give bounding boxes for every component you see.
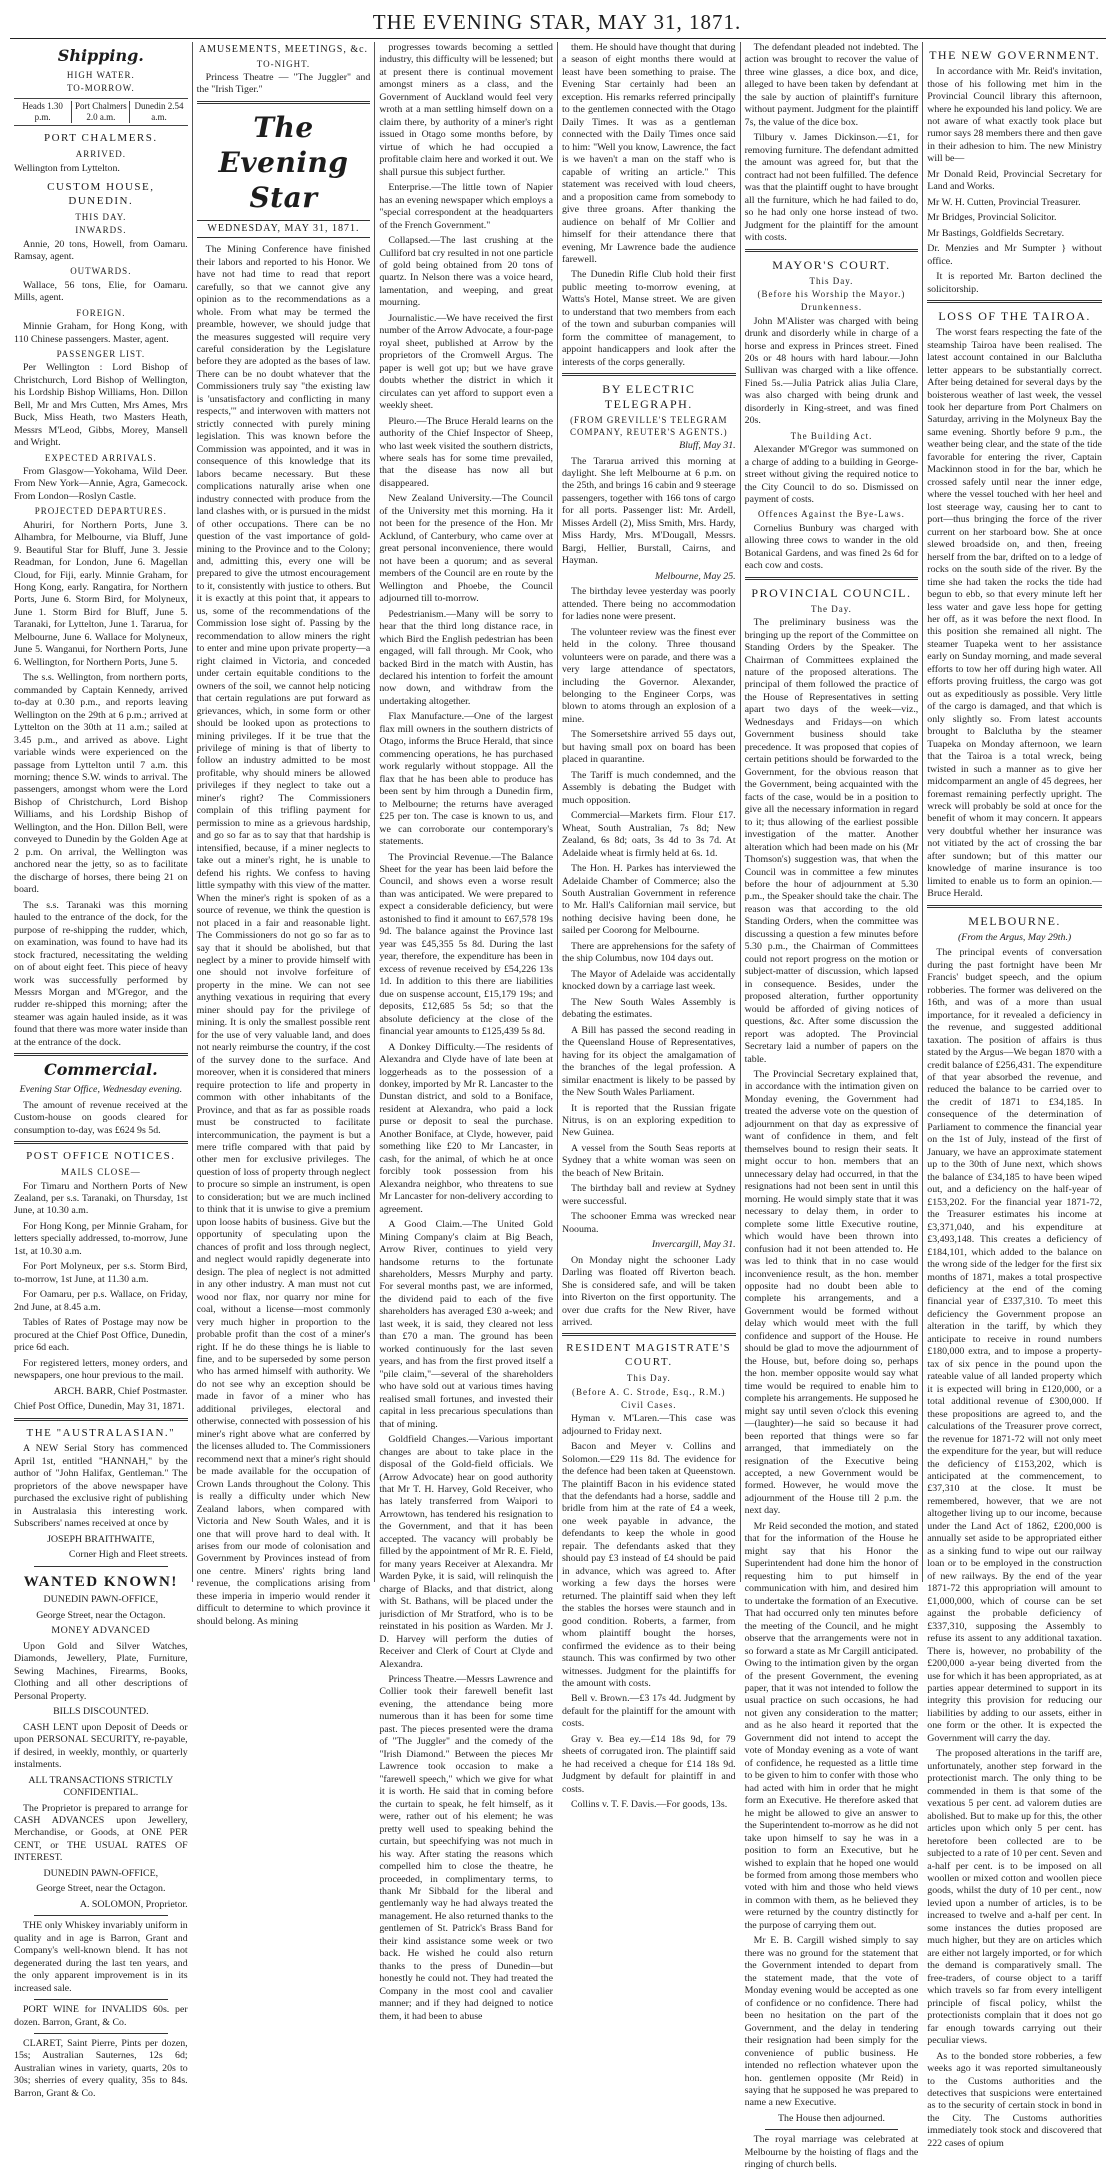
paper-title: The Evening Star — [218, 110, 349, 215]
commercial-heading: Commercial. — [43, 1060, 158, 1080]
post-notice-1: For Timaru and Northern Ports of New Zealand, per s.s. Taranaki, on Thursday, 1st June, at 10.30 a.m. — [14, 1180, 188, 1217]
post-notice-5: Tables of Rates of Postage may now be procured at the Chief Post Office, Dunedin, price 6d each. — [14, 1317, 188, 1354]
rm-before: (Before A. C. Strode, Esq., R.M.) — [572, 1386, 726, 1397]
tide-table — [14, 98, 188, 127]
transactions-text: ALL TRANSACTIONS STRICTLY CONFIDENTIAL. — [28, 1774, 174, 1799]
tide-dunedin: Dunedin 2.54 a.m. — [129, 101, 187, 124]
solomon-signature: A. SOLOMON, Proprietor. — [79, 1898, 188, 1910]
dateline-bluff: Bluff, May 31. — [679, 440, 736, 452]
minister-5: Dr. Menzies and Mr Sumpter } without office. — [927, 243, 1102, 267]
telegram-12: It is reported that the Russian frigate Nitrus, is on an exploring expedition to New Guinea. — [561, 1102, 736, 1139]
foreign-label: FOREIGN. — [76, 307, 126, 318]
ad-rule — [34, 1999, 168, 2000]
wellington-paragraph: The s.s. Wellington, from northern ports, commanded by Captain Kennedy, arrived to-day at 0.30 p.m., and reports leaving Wellington on the 29th at 6 p.m.; arrived at Lyttelton on the 30th at 11 a.m.; sailed at 3.45 p.m., and arrived as above. Light variable winds were experienced on the passage from Lyttelton until 7 a.m. this morning; thence S.W. winds to arrival. The passengers, amongst whom were the Lord Bishop of Christchurch, Lord Bishop Williams, and his Lordship Bishop of Wellington, and the Hon. Dillon Bell, were conveyed to Dunedin by the Golden Age at 2 p.m. On arrival, the Wellington was anchored near the jetty, so as to facilitate the discharge of horses, there being 21 on board. — [14, 672, 188, 896]
column-3 — [375, 42, 558, 2022]
bylaws-label: Offences Against the Bye-Laws. — [758, 509, 905, 520]
telegram-9: The Mayor of Adelaide was accidentally knocked down by a carriage last week. — [561, 968, 736, 993]
braithwaite-name: JOSEPH BRAITHWAITE, — [47, 1533, 155, 1545]
office-line: Evening Star Office, Wednesday evening. — [19, 1084, 183, 1096]
section-rule — [14, 1418, 188, 1421]
case-continued: The defendant pleaded not indebted. The action was brought to recover the value of three wine glasses, a dice box, and dice, alleged to have been taken by defendant at the sale by auction of plaintiff's furniture without payment. Judgment for the plaintiff 7s, the value of the dice box. — [744, 42, 919, 128]
issue-date: WEDNESDAY, MAY 31, 1871. — [197, 220, 371, 239]
item-goldfield: Goldfield Changes.—Various important changes are about to take place in the disposal of the Gold-field officials. We (Arrow Advocate) hear on good authority that Mr T. H. Harvey, Gold Receiver, who has lately transferred from Waipori to Arrowtown, has tendered his resignation to the Government, and that it has been accepted. The vacancy will probably be filled by the appointment of Mr R. E. Field, for many years Receiver at Alexandra. Mr Warden Pyke, it is said, will relinquish the charge of Blacks, and that district, along with St. Bathans, will be placed under the jurisdiction of Mr Stratford, who is to be reinstated in his position as Warden. Mr J. D. Harvey will perform the duties of Receiver and Clerk of Court at Clyde and Alexandra. — [379, 1434, 553, 1670]
arrived-text: Wellington from Lyttelton. — [14, 162, 120, 174]
council-para-3: Mr Reid seconded the motion, and stated that for the information of the House he might say that his Honor the Superintendent had done him the honor of requesting him to put himself in communication with him, and desired him to undertake the formation of an Executive. That had occurred only ten minutes before the meeting of the Council, and he might observe that the arrangements were not in so forward a state as Mr Cargill anticipated. Owing to the intimation given by the organ of the present Government, the evening paper, that it was not intended to follow the usual practice on such occasions, he had not given any consideration to the matter; and as he also heard it reported that the Government did not intend to accept the vote of Monday evening as a vote of want of confidence, he requested as a little time to be given to him to confer with those who had acted with him in order that he might form an Executive. He therefore asked that he might be allowed to give an answer to the Superintendent to-morrow as he did not take upon himself to say he was in a position to form an Executive, but he wished to explain that he hoped one would be formed from among those members who voted with him and those who held views in common with them, as he believed they were returned by the country distinctly for the purpose of carrying them out. — [744, 1520, 919, 1931]
item-pleuro: Pleuro.—The Bruce Herald learns on the authority of the Chief Inspector of Sheep, who last week visited the southern districts, where seals has for some time prevailed, that the disease has now all but disappeared. — [379, 415, 553, 489]
post-notice-4: For Oamaru, per p.s. Wallace, on Friday, 2nd June, at 8.45 a.m. — [14, 1289, 188, 1313]
telegram-13: A vessel from the South Seas reports at Sydney that a white woman was seen on the beach of New Britain. — [561, 1142, 736, 1179]
taranaki-paragraph: The s.s. Taranaki was this morning hauled to the entrance of the dock, for the purpose of re-shipping the rudder, which, on examination, was found to have had its stock fractured, necessitating the welding on of about eight feet. This piece of heavy work was successfully performed by Messrs Morgan and M'Gregor, and the rudder re-shipped this morning; after the steamer was again hauled inside, as it was found that there was more water inside than at the entrance of the dock. — [14, 899, 188, 1048]
passenger-list-label: PASSENGER LIST. — [56, 348, 146, 359]
telegram-11: A Bill has passed the second reading in the Queensland House of Representatives, having for its object the amalgamation of the branches of the legal profession. A similar enactment is likely to be passed by the New South Wales Parliament. — [561, 1024, 736, 1099]
port-chalmers-heading: PORT CHALMERS. — [43, 132, 158, 145]
section-rule — [927, 905, 1102, 908]
leader-continued: progresses towards becoming a settled industry, this difficulty will be lessened; but at present there is continual movement amongst miners as a class, and the Government of Auckland would feel very wroth at a man settling himself down on a claim there, by authority of a miner's right issued in Otago some months before, by virtue of which he had occupied a profitable claim here and worked it out. We shall pursue this subject further. — [379, 42, 553, 178]
tomorrow-label: TO-MORROW. — [66, 83, 135, 94]
tairoa-text: The worst fears respecting the fate of the steamship Tairoa have been realised. The latest account contained in our Balclutha letter appears to be substantially correct. After being detained for several days by the boisterous weather of last week, the vessel took her departure from Port Chalmers on Saturday, arriving in the Molyneux Bay the same evening. Shortly before 9 p.m., the weather being clear, and the state of the tide favorable for entering the river, Captain Mackinnon stood in for the bar, which he crossed safely until near the inner edge, where the vessel touched with her heel and lost steerage way, causing her to cant to port—thus bringing the force of the river current on her starboard bow. She at once slewed broadside on, and then, freeing herself from the bar, drifted on to a ledge of rocks on the south side of the river. By the time she had taken the rocks the tide had begun to ebb, so that every minute left her less water and gave less hope for getting her off, as it was before the next flood. In this position she remained all night. The steamer Tuapeka went to her assistance early on Sunday morning, and made several efforts to tow her off during high water. All efforts proving fruitless, the cargo was got out as expeditiously as possible. Very little of the cargo is damaged, and that which is only slightly so. From latest accounts brought to Balclutha by the steamer Tuapeka on Monday afternoon, we learn that the Tairoa is a total wreck, being twisted in such a manner as to give her midcomparment an angle of 45 degrees, her foremast remaining perfectly upright. The wreck will probably be sold at once for the benefit of whom it may concern. It appears very doubtful whether her insurance was not vitiated by the act of crossing the bar after sundown; but of this matter our knowledge of marine insurance is too limited to enable us to form an opinion.—Bruce Herald. — [927, 327, 1102, 900]
dateline-melbourne: Melbourne, May 25. — [655, 570, 736, 582]
masthead: THE EVENING STAR, MAY 31, 1871. — [372, 10, 742, 34]
council-para-2: The Provincial Secretary explained that, in accordance with the intimation given on Monday evening, the Government had treated the adverse vote on the question of adjournment on that day as expressive of want of confidence in them, and felt themselves bound to resign their seats. It might occur to hon. members that an unnecessary delay had occurred, in that the resignations had not been sent in until this morning. He would simply state that it was necessary to delay them, in order to complete some little Executive routine, which would have been thrown into confusion had it not been attended to. He was led to think that in no case would inconvenience result, as the hon. member opposite had no doubt been able to complete his arrangements, and a Government would be formed without delay which would meet with the full confidence and support of the House. He should be glad to move the adjournment of the House, but, before doing so, perhaps the hon. member opposite would say what time would be required to enable him to complete his arrangements. He supposed he might say until seven o'clock this evening—(laughter)—he said so because it had been reported that things were so far arranged, that immediately on the resignation of the Executive being accepted, a new Government would be formed. However, he would move the adjournment of the House till 2 p.m. the next day. — [744, 1069, 919, 1517]
building-act-label: The Building Act. — [790, 430, 873, 441]
customs-text: The amount of revenue received at the Custom-house on goods cleared for consumption to-day, was £624 9s 5d. — [14, 1099, 188, 1136]
item-collapsed: Collapsed.—The last crushing at the Culliford bat cry resulted in not one particle of gold being obtained from 20 tons of quartz. In Nelson there was a voice heard, lamentation, and weeping, and great mourning. — [379, 235, 553, 309]
inwards-label: INWARDS. — [75, 225, 127, 236]
mayors-court-heading: MAYOR'S COURT. — [772, 257, 891, 272]
case-tilbury: Tilbury v. James Dickinson.—£1, for removing furniture. The defendant admitted the amount was agreed for, but that the contract had not been fulfilled. The defence was that the plaintiff ought to have brought all the furniture, which he had failed to do, so he had only one horse instead of two. Judgment for the plaintiff for the amount with costs. — [744, 132, 919, 244]
mayor-case-1: John M'Alister was charged with being drunk and disorderly while in charge of a horse and express in Princes street. Fined 20s or 48 hours with hard labour.—John Sullivan was charged with a like offence. Fined 5s.—Julia Patrick alias Julia Clare, was also charged with being drunk and disorderly in King-street, and was fined 20s. — [744, 315, 919, 427]
whiskey-ad: THE only Whiskey invariably uniform in quality and in age is Barron, Grant and Company's well-known blend. It has not degenerated during the last ten years, and the only apparent improvement is in its increased sale. — [14, 1920, 188, 1994]
custom-house-heading: CUSTOM HOUSE, DUNEDIN. — [47, 181, 155, 207]
telegram-15: The schooner Emma was wrecked near Noouma. — [561, 1211, 736, 1235]
item-rule — [765, 2129, 899, 2130]
tide-port-chalmers: Port Chalmers 2.0 a.m. — [71, 101, 129, 124]
minister-2: Mr W. H. Cutten, Provincial Treasurer. — [927, 196, 1081, 208]
telegram-7: The Hon. H. Parkes has interviewed the Adelaide Chamber of Commerce; also the South Australian Government in reference to Mr. Hall's Californian mail service, but nothing decisive having been done, he sailed per Coorong for Melbourne. — [561, 863, 736, 937]
tairoa-heading: LOSS OF THE TAIROA. — [938, 309, 1091, 324]
case-4: Gray v. Bea ey.—£14 18s 9d, for 79 sheets of corrugated iron. The plaintiff said he had received a cheque for £14 18s 9d. Judgment by default for plaintiff in and costs. — [561, 1733, 736, 1795]
pawn-office-address: George Street, near the Octagon. — [36, 1609, 166, 1621]
mayor-day: This Day. — [809, 275, 854, 286]
theatre-continued: them. He should have thought that during a season of eight months there would at least have been something to praise. The Evening Star certainly had been an exception. His remarks referred principally to the gentlemen connected with the Otago Daily Times. It was as a gentleman connected with the Daily Times once said to him: "Well you know, Lawrence, the fact is we haven't a man on the staff who is capable of writing an article." This statement was received with loud cheers, and a proposition came from somebody to give three groans. After thanking the audience on behalf of Mr Collier and himself for their attendance there that evening, Mr Lawrence bade the audience farewell. — [561, 42, 736, 265]
item-journalistic: Journalistic.—We have received the first number of the Arrow Advocate, a four-page royal sheet, published at Arrow by the proprietors of the Cromwell Argus. The paper is well got up; but we have grave doubts whether the district in which it circulates can yet afford to support even a weekly sheet. — [379, 312, 553, 412]
column-1 — [10, 42, 193, 2099]
princess-notice: Princess Theatre — "The Juggler" and the "Irish Tiger." — [196, 71, 371, 96]
telegram-10: The New South Wales Assembly is debating the estimates. — [561, 996, 736, 1021]
item-enterprise: Enterprise.—The little town of Napier has an evening newspaper which employs a "special correspondent at the headquarters of the French Government." — [379, 182, 553, 231]
outwards-label: OUTWARDS. — [70, 266, 132, 277]
post-signature: ARCH. BARR, Chief Postmaster. — [53, 1385, 188, 1397]
arrived-label: ARRIVED. — [75, 149, 126, 160]
port-wine-ad: PORT WINE for INVALIDS 60s. per dozen. Barron, Grant, & Co. — [14, 2004, 188, 2028]
section-rule — [562, 373, 736, 376]
foreign-text: Minnie Graham, for Hong Kong, with 110 Chinese passengers. Master, agent. — [14, 321, 188, 345]
case-2: Bacon and Meyer v. Collins and Solomon.—£29 11s 8d. The evidence for the defence had been taken at Queenstown. The plaintiff Bacon in his evidence stated that the defendants had a horse, saddle and bridle from him at the rate of £4 a week, one week payable in advance, the defendants to keep the whole in good repair. The defendants asked that they should pay £3 instead of £4 should be paid in advance, which was agreed to. After working a few days the horses were returned. The plaintiff said when they left the stables the horses were staunch and in good condition. Roberts, a farmer, from whom plaintiff bought the horses, confirmed the evidence as to their being staunch. This was confirmed by two other witnesses. Judgment for the plaintiffs for the amount with costs. — [561, 1441, 736, 1690]
post-place: Chief Post Office, Dunedin, May 31, 1871. — [14, 1401, 185, 1413]
telegram-6: Commercial—Markets firm. Flour £17. Wheat, South Australian, 7s 8d; New Zealand, 6s 8d; oats, 3s 4d to 3s 7d. At Adelaide wheat is firmly held at 6s. 1d. — [561, 810, 736, 859]
wanted-known-heading: WANTED KNOWN! — [23, 1573, 178, 1590]
column-5 — [741, 42, 924, 2171]
mayor-case-2: Alexander M'Gregor was summoned on a charge of adding to a building in George-street without giving the required notice to the City Council to do so. Dismissed on payment of costs. — [744, 444, 919, 506]
money-advanced: MONEY ADVANCED — [51, 1625, 151, 1637]
column-6 — [923, 42, 1106, 2149]
section-rule — [562, 1333, 736, 1336]
item-revenue: The Provincial Revenue.—The Balance Sheet for the year has been laid before the Council, and shows even a worse result than was anticipated. We were prepared to expect a considerable deficiency, but were astonished to find it amount to £67,578 19s 9d. The balance against the Province last year was £45,355 5s 8d. During the last year, therefore, the expenditure has been in excess of revenue received by £54,226 13s 1d. In addition to this there are liabilities due on suspense account, £15,179 19s; and deposits, £12,685 5s 5d; so that the absolute deficiency at the close of the financial year amounts to £125,439 5s 8d. — [379, 851, 553, 1038]
telegram-3: The volunteer review was the finest ever held in the colony. Three thousand volunteers were on parade, and there was a very large attendance of spectators, including the Governor. Alexander, belonging to the Engineer Corps, was blown to atoms through an explosion of a mine. — [561, 626, 736, 725]
item-flax: Flax Manufacture.—One of the largest flax mill owners in the southern districts of Otago, informs the Bruce Herald, that since commencing operations, he has purchased work regularly without stoppage. All the flax that he has been able to produce has been sent by him through a Dunedin firm, to Melbourne; the returns have averaged £25 per ton. The case is known to us, and we can corroborate our contemporary's statements. — [379, 711, 553, 848]
proprietor-text: The Proprietor is prepared to arrange for CASH ADVANCES upon Jewellery, Merchandise, or Goods, at ONE PER CENT, or THE USUAL RATES OF INTEREST. — [14, 1802, 188, 1864]
ad-rule — [34, 2033, 168, 2034]
bills-discounted: BILLS DISCOUNTED. — [53, 1706, 149, 1718]
section-rule — [927, 300, 1102, 303]
telegram-5: The Tariff is much condemned, and the Assembly is debating the Budget with much opposition. — [561, 769, 736, 806]
mayor-case-3: Cornelius Bunbury was charged with allowing three cows to wander in the old Botanical Gardens, and was fined 2s 6d for each cow and costs. — [744, 522, 919, 572]
council-para-6: The royal marriage was celebrated at Melbourne by the hoisting of flags and the ringing of church bells. — [744, 2134, 919, 2171]
cash-lent: CASH LENT upon Deposit of Deeds or upon PERSONAL SECURITY, re-payable, if desired, in weekly, monthly, or quarterly instalments. — [14, 1721, 188, 1771]
section-rule — [14, 1141, 188, 1144]
minister-3: Mr Bridges, Provincial Solicitor. — [927, 212, 1057, 224]
melbourne-para-1: The principal events of conversation during the past fortnight have been Mr Francis' budget speech, and the opium robberies. The former was delivered on the 16th, and was of a more than usual importance, for it revealed a deficiency in the revenue, and suggested additional taxation. The position of affairs is thus stated by the Argus—We began 1870 with a credit balance of £256,431. The expenditure of that year absorbed the revenue, and reduced the balance to be carried over to the credit of 1871 to £34,185. In consequence of the determination of Parliament to commence the financial year on the 1st of July, instead of the first of January, we have an approximate statement up to the 30th of June next, which shows the balance of £34,185 to have been wiped out, and a deficiency on the half-year of £153,202. For the financial year 1871-72, the Treasurer estimates his income at £3,371,040, and his expenditure at £3,493,148. This creates a deficiency of £184,101, which added to the balance on the wrong side of the ledger for the first six months of 1871, makes a total prospective deficiency at the end of the coming financial year of £337,310. To meet this deficiency the Government propose an alteration in the tariff, by which they anticipate to receive in round numbers £180,000 extra, and to impose a property-tax of six pence in the pound upon the rateable value of all landed property which it is expected will bring in £120,000, or a total additional revenue of £300,000. If these propositions are agreed to, and the calculations of the Treasurer prove correct, the revenue for 1871-72 will not only meet the expenditure for the year, but will reduce the deficiency of £153,202, which is anticipated at the commencement, to £37,310 at the close. It must be remembered, however, that we are not altogether living up to our income, because under the Land Act of 1862, £200,000 is annually set aside to be appropriated either as a sinking fund to wipe out our railway loan or to be employed in the construction of new railways. By the end of the year 1871-72 this appropriation will amount to £1,000,000, which of course can be set against the probable deficiency of £337,310, supposing the Assembly to refuse its assent to any additional taxation. There is, however, no probability of the £200,000 a-year being diverted from the use for which it has been appropriated, as at parties appear determined to support in its integrity this provision for reducing our liabilities by adding to our assets, either in one form or the other. It is expected the Government will carry the day. — [927, 947, 1102, 1744]
post-office-heading: POST OFFICE NOTICES. — [26, 1150, 176, 1163]
telegram-2: The birthday levee yesterday was poorly attended. There being no accommodation for ladies none were present. — [561, 586, 736, 623]
pawn-office-name: DUNEDIN PAWN-OFFICE, — [43, 1594, 159, 1606]
case-5: Collins v. T. F. Davis.—For goods, 13s. — [570, 1799, 728, 1811]
council-para-5: The House then adjourned. — [777, 2112, 885, 2124]
item-pedestrianism: Pedestrianism.—Many will be sorry to hear that the third long distance race, in which Bird the English pedestrian has been engaged, will fall through. Mr Cook, who backed Bird in the match with Austin, has declared his intention to forfeit the amount now down, and withdraw from the undertaking altogether. — [379, 608, 553, 707]
section-rule — [745, 249, 919, 252]
australasian-heading: THE "AUSTRALASIAN." — [26, 1426, 176, 1439]
item-theatre: Princess Theatre.—Messrs Lawrence and Collier took their farewell benefit last evening, the attendance being more numerous than it has been for some time past. The pieces presented were the drama of "The Juggler" and the comedy of the "Irish Diamond." Between the pieces Mr Lawrence took occasion to make a "farewell speech," which we give for what it is worth. He said that in coming before the curtain to speak, he felt himself, as it were, rather out of his element; he was pretty well used to speaking behind the curtain, but speechifying was not much in his way. After stating the reasons which compelled him to close the theatre, he proceeded, in complimentary terms, to thank Mr Sibbald for the liberal and gentlemanly way he had always treated the management. He also returned thanks to the gentlemen of St. Patrick's Brass Band for their kind assistance some week or two back. He wished he could also return thanks to the press of Dunedin—but honestly he could not. They had treated the Company in the most cool and cavalier manner; and if they had deigned to notice them, it had been to abuse — [379, 1674, 553, 2022]
column-2 — [193, 42, 376, 1627]
telegram-14: The birthday ball and review at Sydney were successful. — [561, 1183, 736, 1207]
section-rule — [14, 1053, 188, 1056]
new-government-text: In accordance with Mr. Reid's invitation, those of his following met him in the Provincial Council library this afternoon, where he expounded his land policy. We are not aware of what exactly took place but rumor says 28 members there and then gave in their adhesion to him. The new Ministry will be— — [927, 66, 1102, 165]
amusements-heading: AMUSEMENTS, MEETINGS, &c. — [198, 44, 369, 55]
melbourne-heading: MELBOURNE. — [968, 913, 1061, 928]
melbourne-para-3: As to the bonded store robberies, a few weeks ago it was reported simultaneously to the Customs authorities and the detectives that suspicions were entertained as to the security of certain stock in bond in the City. The Customs authorities immediately took stock and discovered that 222 cases of opium — [927, 2050, 1102, 2149]
paper-title-block — [197, 110, 371, 216]
minister-1: Mr Donald Reid, Provincial Secretary for Land and Works. — [927, 168, 1102, 193]
post-notice-2: For Hong Kong, per Minnie Graham, for letters specially addressed, to-morrow, June 1st, at 10.30 a.m. — [14, 1220, 188, 1257]
ad-rule — [34, 1566, 168, 1567]
melbourne-para-2: The proposed alterations in the tariff are, unfortunately, another step forward in the protectionist march. The only thing to be commended in them is that some of the vexatious 5 per cent. ad valorem duties are abolished. But to make up for this, the other articles upon which only 5 per cent. has heretofore been collected are to be subjected to a rate of 10 per cent. Seven and a-half per cent. is to be imposed on all woollen or mixed cotton and woollen piece goods, whilst the duty of 10 per cent., now levied upon a number of articles, is to be increased to twelve and a-half per cent. In some instances the duties proposed are much higher, but they are on articles which are either not largely imported, or for which the demand is comparatively small. The free-traders, of course object to a tariff which travels so far from every intelligent principle of fiscal policy, whilst the protectionists complain that it does not go far enough towards carrying out their peculiar views. — [927, 1748, 1102, 2047]
pawn-office-name-2: DUNEDIN PAWN-OFFICE, — [43, 1867, 159, 1879]
braithwaite-address: Corner High and Fleet streets. — [68, 1549, 188, 1561]
outwards-text: Wallace, 56 tons, Elie, for Oamaru. Mills, agent. — [14, 279, 188, 304]
expected-text: From Glasgow—Yokohama, Wild Deer. From New York—Annie, Agra, Gamecock. From London—Roslyn Castle. — [14, 465, 188, 502]
telegram-1: The Tararua arrived this morning at daylight. She left Melbourne at 6 p.m. on the 25th, and brings 16 cabin and 9 steerage passengers, together with 166 tons of cargo for all ports. Passenger list: Mr. Ardell, Misses Ardell (2), Miss Smith, Mrs. Hardy, Miss Hardy, Mrs. M'Dougall, Messrs. Bargi, Hellier, Burstall, Cairns, and Hayman. — [561, 455, 736, 567]
leader-article: The Mining Conference have finished their labors and reported to his Honor. We have not had time to read that report carefully, so that we cannot give any opinion as to the recommendations as a whole. From what may be termed the preamble, however, we should judge that the measures suggested will require very careful consideration by the Legislature before they are adopted as the bases of law. There can be no doubt whatever that the Commissioners truly say "the existing law is 'unsatisfactory and conflicting in many respects,'" and interwoven with matters not strictly connected with purely mining legislation. This was known before the Commission was appointed, and it was in consequence of this knowledge that its labors became necessary. But these complications naturally arise when one industry connected with produce from the land clashes with, or is pursued in the midst of other occupations. There can be no question of the vast importance of gold-mining to the Province and to the Colony; and, admitting this, every one will be prepared to give the utmost encouragement to it, consistently with justice to others. But it is exactly at this point that, it appears to us, some of the recommendations of the Commission lose sight of. Passing by the recommendation to allow miners the right to enter and mine upon private property—a right claimed in Victoria, and conceded under certain equitable conditions to the owners of the soil, we cannot help noticing that certain regulations are put forward as grievances, which, in some form or other should be looked upon as protections to mining privileges. If it be true that the privilege of mining is that of liberty to follow an industry admitted to be most profitable, why should miners be allowed privileges if they neglect to take out a miner's right? The Commissioners complain of this trifling payment for permission to mine as a grievous hardship, and go so far as to say that that hardship is intensified, because, if a miner neglects to take out a miner's right, he is unable to defend his rights. We confess to having little sympathy with this view of the matter. When the miner's right is spoken of as a source of revenue, we think the question is not placed in a fair and reasonable light. The Commissioners do not go so far as to say that it should be abolished, but that neglect by a miner to provide himself with one should not involve forfeiture of property in the mine. We can not see anything vexatious in requiring that every miner should pay for the privilege of mining. It is only the smallest possible rent for the use of very valuable land, and does not nearly reimburse the country, if the cost of the survey done to the surface. And moreover, when it is considered that miners require protection to life and property in common with other inhabitants of the Province, and that as far as possible roads must be constructed to facilitate intercommunication, the payment is but a mere trifle compared with that paid by other men for exclusive privileges. The question of loss of property through neglect to procure so simple an instrument, is open to consideration; but we are much inclined to think that it is unwise to give a premium upon loose habits of business. Give but the opportunity of speculating upon the chances of profit and loss through neglect, and neglect would rapidly degenerate into design. The plea of neglect is not admitted in any other industry. A man must not cut wood nor flax, nor quarry nor mine for coal, without a license—most commonly very much higher in proportion to the probable profit than the cost of a miner's right. If he do these things he is liable to fine, and to be superseded by some person who has armed himself with authority. We do not see why an exception should be made in favor of a miner who has additional privileges, electoral and otherwise, connected with possession of his miner's right above what are conferred by the licenses alluded to. The Commissioners recommend next that a miner's right should be made available for the occupation of Crown Lands throughout the Colony. This is really a difficulty under which New Zealand labors, when compared with Victoria and New South Wales, and it is one that will prove hard to deal with. It arises from our mode of colonisation and Government by Provinces instead of from one centre. Miners' rights bring land revenue, the complications arising from these imperia in imperio would render it difficult to determine to which province it should belong. As mining — [196, 244, 371, 1627]
council-para-4: Mr E. B. Cargill wished simply to say there was no ground for the statement that the Government intended to depart from the statement made, that the vote of Monday evening would be accepted as one of confidence or no confidence. There had been no hesitation on the part of the Government, and the delay in tendering their resignation had been simply for the convenience of public business. He intended no reflection whatever upon the hon. gentlemen opposite (Mr Reid) in saying that he supposed he was prepared to name a new Executive. — [744, 1935, 919, 2109]
dateline-invercargill: Invercargill, May 31. — [651, 1239, 736, 1251]
inwards-text: Annie, 20 tons, Howell, from Oamaru. Ramsay, agent. — [14, 238, 188, 262]
post-notice-3: For Port Molyneux, per s.s. Storm Bird, to-morrow, 1st June, at 11.30 a.m. — [14, 1261, 188, 1285]
provincial-council-heading: PROVINCIAL COUNCIL. — [751, 585, 912, 600]
new-government-note: It is reported Mr. Barton declined the solicitorship. — [927, 271, 1102, 295]
ad-rule — [34, 1915, 168, 1916]
high-water-heading: HIGH WATER. — [66, 70, 135, 81]
council-day: The Day. — [811, 603, 852, 614]
pawn-office-address-2: George Street, near the Octagon. — [36, 1883, 166, 1895]
civil-cases-label: Civil Cases. — [621, 1399, 677, 1410]
council-para-1: The preliminary business was the bringing up the report of the Committee on Standing Orders by the Speaker. The Chairman of Committees explained the nature of the proposed alterations. The principal of them followed the practice of the House of Representatives in setting apart two days of the week—viz., Wednesdays and Fridays—on which Government business should take precedence. It was proposed that copies of certain petitions should be forwarded to the Government, for the obvious reason that the Government, being acquainted with the facts of the case, would be in a position to give all the necessary information in regard to it; thus allowing of the earliest possible investigation of the matter. Another alteration which had been made on his (Mr Thomson's) suggestion was, that when the Council was in committee a few minutes before the hour of adjournment at 5.30 p.m., the Speaker should take the chair. The reason was that according to the old Standing Orders, when the committee was discussing a question a few minutes before 5.30 p.m., the Chairman of Committees could not report progress on the motion or subject-matter of discussion, which lapsed in consequence. Besides, under the proposed alteration, further opportunity would be afforded of giving notices of questions, &c. After some discussion the report was adopted. The Provincial Secretary laid a number of papers on the table. — [744, 617, 919, 1065]
telegraph-heading: BY ELECTRIC TELEGRAPH. — [602, 382, 696, 412]
rm-court-heading: RESIDENT MAGISTRATE'S COURT. — [566, 1342, 732, 1369]
item-donkey: A Donkey Difficulty.—The residents of Alexandra and Clyde have of late been at loggerheads as to the possession of a donkey, imported by Mr R. Lancaster to the Dunstan district, and sold to a Boniface, resident at Alexandra, who paid a lock purse or deposit to seal the purchase. Another Boniface, at Clyde, however, paid something like £20 to Mr Lancaster, in cash, for the animal, of which he at once forcibly took possession from his Alexandra neighbor, who threatens to sue Mr Lancaster for non-delivery according to agreement. — [379, 1041, 553, 1215]
projected-label: PROJECTED DEPARTURES. — [34, 506, 167, 517]
case-3: Bell v. Brown.—£3 17s 4d. Judgment by default for the plaintiff for the amount with costs. — [561, 1693, 736, 1730]
section-rule — [745, 577, 919, 580]
passenger-text: Per Wellington : Lord Bishop of Christchurch, Lord Bishop of Wellington, his Lordship Bishop Williams, Hon. Dillon Bell, Mr and Mrs Cutten, Mrs Ames, Mrs Buck, Miss Heath, two Masters Heath, Messrs M'Leod, Gibbs, Morey, Mansell and Wright. — [14, 362, 188, 449]
telegram-16: On Monday night the schooner Lady Darling was floated off Riverton beach. She is considered safe, and will be taken into Riverton on the first opportunity. The over due crafts for the New River, have arrived. — [561, 1254, 736, 1328]
column-4 — [558, 42, 741, 1811]
masthead-rule — [10, 38, 1106, 39]
mayor-before: (Before his Worship the Mayor.) — [757, 288, 906, 299]
melbourne-source: (From the Argus, May 29th.) — [958, 931, 1072, 943]
telegram-4: The Somersetshire arrived 55 days out, but having small pox on board has been placed in quarantine. — [561, 729, 736, 766]
item-university: New Zealand University.—The Council of the University met this morning. Ha it not been for the presence of the Hon. Mr Acklund, of Canterbury, who came over at great personal inconvenience, there would not have been a quorum; and as several members of the Council are en route by the Wellington and Phoebe, the Council adjourned till to-morrow. — [379, 493, 553, 605]
australasian-text: A NEW Serial Story has commenced April 1st, entitled "HANNAH," by the author of "John Halifax, Gentleman." The proprietors of the above newspaper have purchased the exclusive right of publishing in Australasia this interesting work. Subscribers' names received at once by — [14, 1443, 188, 1530]
tonight-label: TO-NIGHT. — [256, 58, 311, 69]
expected-arrivals-label: EXPECTED ARRIVALS. — [44, 452, 157, 463]
money-text: Upon Gold and Silver Watches, Diamonds, Jewellery, Plate, Furniture, Sewing Machines, Firearms, Books, Clothing and all other descriptions of Personal Property. — [14, 1640, 188, 1702]
projected-text: Ahuriri, for Northern Ports, June 3. Alhambra, for Melbourne, via Bluff, June 9. Beautiful Star for Bluff, June 3. Jessie Readman, for London, June 6. Magellan Cloud, for Fiji, early. Minnie Graham, for Hong Kong, early. Rangatira, for Northern Ports, June 6. Storm Bird, for Molyneux, June 1. Storm Bird for Bluff, June 5. Taranaki, for Lyttelton, June 1. Tararua, for Melbourne, June 6. Wallace for Molyneux, June 5. Wanganui, for Northern Ports, June 6. Wellington, for Northern Ports, June 5. — [14, 519, 188, 668]
item-rifle-club: The Dunedin Rifle Club hold their first public meeting to-morrow evening, at Watts's Hotel, Manse street. We are given to understand that two members from each of the town and suburban companies will form the committee of management, to appoint handicappers and look after the interests of the corps generally. — [561, 269, 736, 368]
drunkenness-label: Drunkenness. — [800, 302, 863, 313]
columns — [10, 42, 1106, 2171]
new-government-heading: THE NEW GOVERNMENT. — [929, 48, 1101, 62]
case-1: Hyman v. M'Laren.—This case was adjourned to Friday next. — [561, 1413, 736, 1437]
shipping-heading: Shipping. — [57, 46, 144, 65]
this-day-label: THIS DAY. — [75, 211, 127, 222]
post-notice-6: For registered letters, money orders, and newspapers, one hour previous to the mail. — [14, 1357, 188, 1382]
minister-4: Mr Bastings, Goldfields Secretary. — [927, 227, 1065, 239]
section-rule — [197, 101, 371, 104]
tide-heads: Heads 1.30 p.m. — [22, 100, 63, 123]
rm-day: This Day. — [626, 1373, 671, 1384]
mails-close-label: MAILS CLOSE— — [60, 1167, 141, 1178]
item-good-claim: A Good Claim.—The United Gold Mining Company's claim at Big Beach, Arrow River, continues to yield very handsome returns to the fortunate shareholders, Messrs Murphy and party. For several months past, we are informed, the dividend paid to each of the five shareholders has averaged £30 a-week; and last week, it is said, they cleared not less than £70 a man. The ground has been worked continuously for the last seven years, and has from the first proved itself a "pile claim,"—several of the shareholders who have sold out at various times having realised small fortunes, and invested their capital in less precarious speculations than that of mining. — [379, 1219, 553, 1430]
claret-ad: CLARET, Saint Pierre, Pints per dozen, 15s; Australian Sauternes, 12s 6d; Australian wines in variety, quarts, 20s to 30s; sherries of every quality, 35s to 84s. Barron, Grant & Co. — [14, 2038, 188, 2099]
telegram-8: There are apprehensions for the safety of the ship Columbus, now 104 days out. — [561, 940, 736, 965]
telegraph-source: (FROM GREVILLE'S TELEGRAM COMPANY, REUTER'S AGENTS.) — [569, 415, 728, 437]
